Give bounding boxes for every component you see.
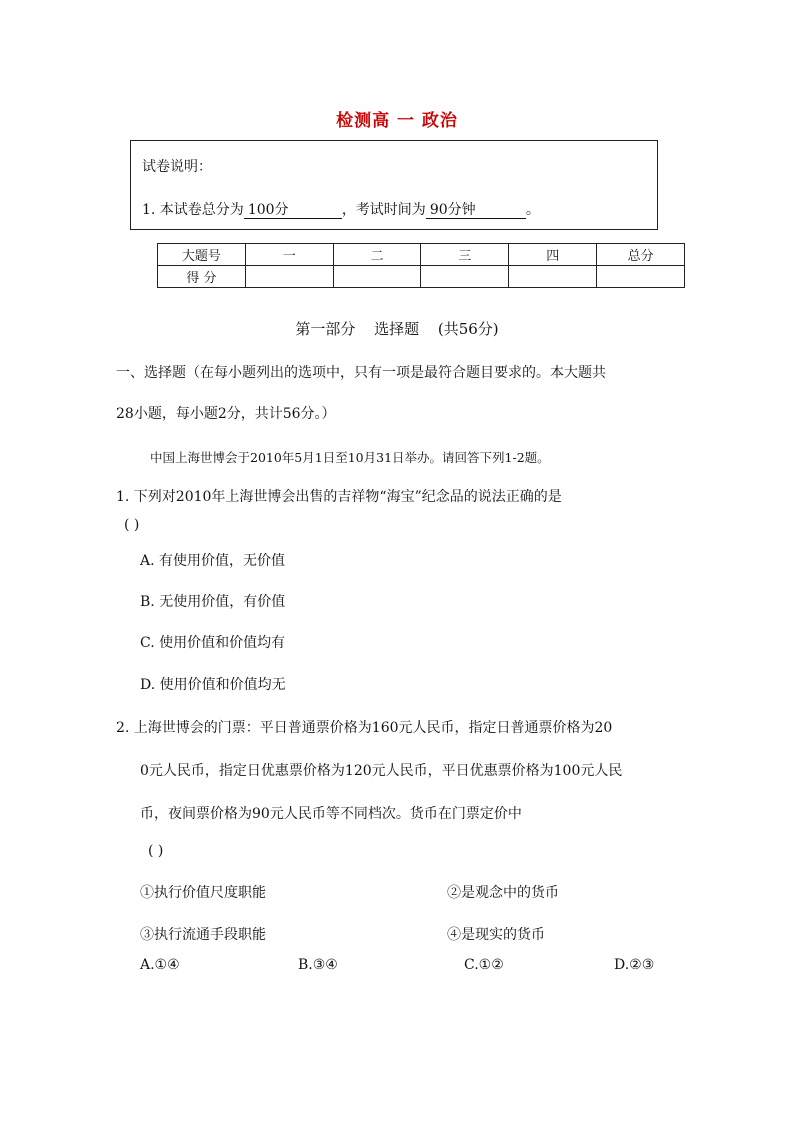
score-row-label: 得 分 <box>158 266 246 288</box>
total-score-value: 100分 <box>244 203 342 219</box>
question-2-option-b: B.③④ <box>298 957 338 973</box>
instructions-suffix: 。 <box>525 202 540 218</box>
score-cell <box>509 266 597 288</box>
question-2-stem-line2: 0元人民币，指定日优惠票价格为120元人民币，平日优惠票价格为100元人民 <box>140 763 623 779</box>
instructions-middle: ，考试时间为 <box>341 202 426 218</box>
question-2-statement-1: ①执行价值尺度职能 <box>140 885 266 901</box>
question-2-answer-blank: ( ) <box>148 843 164 859</box>
question-1-option-d: D. 使用价值和价值均无 <box>140 677 286 693</box>
duration-value: 90分钟 <box>426 203 526 219</box>
score-header-cell: 二 <box>333 244 421 266</box>
score-header-cell: 一 <box>245 244 333 266</box>
score-header-cell: 四 <box>509 244 597 266</box>
score-cell <box>333 266 421 288</box>
question-2-statement-4: ④是现实的货币 <box>447 927 545 943</box>
question-1-option-b: B. 无使用价值，有价值 <box>140 594 286 610</box>
score-cell <box>597 266 685 288</box>
question-1-stem: 1. 下列对2010年上海世博会出售的吉祥物“海宝”纪念品的说法正确的是 <box>116 489 562 505</box>
score-header-cell: 总分 <box>597 244 685 266</box>
score-header-cell: 三 <box>421 244 509 266</box>
score-table-score-row <box>158 266 685 288</box>
question-2-option-a: A.①④ <box>140 957 180 973</box>
score-cell <box>421 266 509 288</box>
instructions-heading: 试卷说明： <box>142 159 212 175</box>
score-cell <box>245 266 333 288</box>
question-2-option-d: D.②③ <box>614 957 655 973</box>
score-table <box>157 243 685 288</box>
score-table-header-row <box>158 244 685 266</box>
score-header-cell: 大题号 <box>158 244 246 266</box>
section-instructions-line1: 一、选择题（在每小题列出的选项中，只有一项是最符合题目要求的。本大题共 <box>116 365 606 381</box>
document-title: 检测高 一 政治 <box>336 111 458 131</box>
question-2-statement-3: ③执行流通手段职能 <box>140 927 266 943</box>
instructions-line <box>142 199 540 219</box>
question-2-statement-2: ②是观念中的货币 <box>447 885 559 901</box>
question-1-option-a: A. 有使用价值，无价值 <box>140 553 286 569</box>
question-1-answer-blank: ( ) <box>124 517 140 533</box>
question-context: 中国上海世博会于2010年5月1日至10月31日举办。请回答下列1-2题。 <box>150 450 550 465</box>
question-2-stem-line3: 币，夜间票价格为90元人民币等不同档次。货币在门票定价中 <box>140 806 522 822</box>
question-2-stem-line1: 2. 上海世博会的门票：平日普通票价格为160元人民币，指定日普通票价格为20 <box>116 720 613 736</box>
question-1-option-c: C. 使用价值和价值均有 <box>140 635 286 651</box>
question-2-option-c: C.①② <box>464 957 504 973</box>
part-title: 第一部分 选择题 (共56分) <box>295 320 499 338</box>
section-instructions-line2: 28小题，每小题2分，共计56分。） <box>116 406 336 422</box>
instructions-prefix: 1. 本试卷总分为 <box>142 202 244 218</box>
